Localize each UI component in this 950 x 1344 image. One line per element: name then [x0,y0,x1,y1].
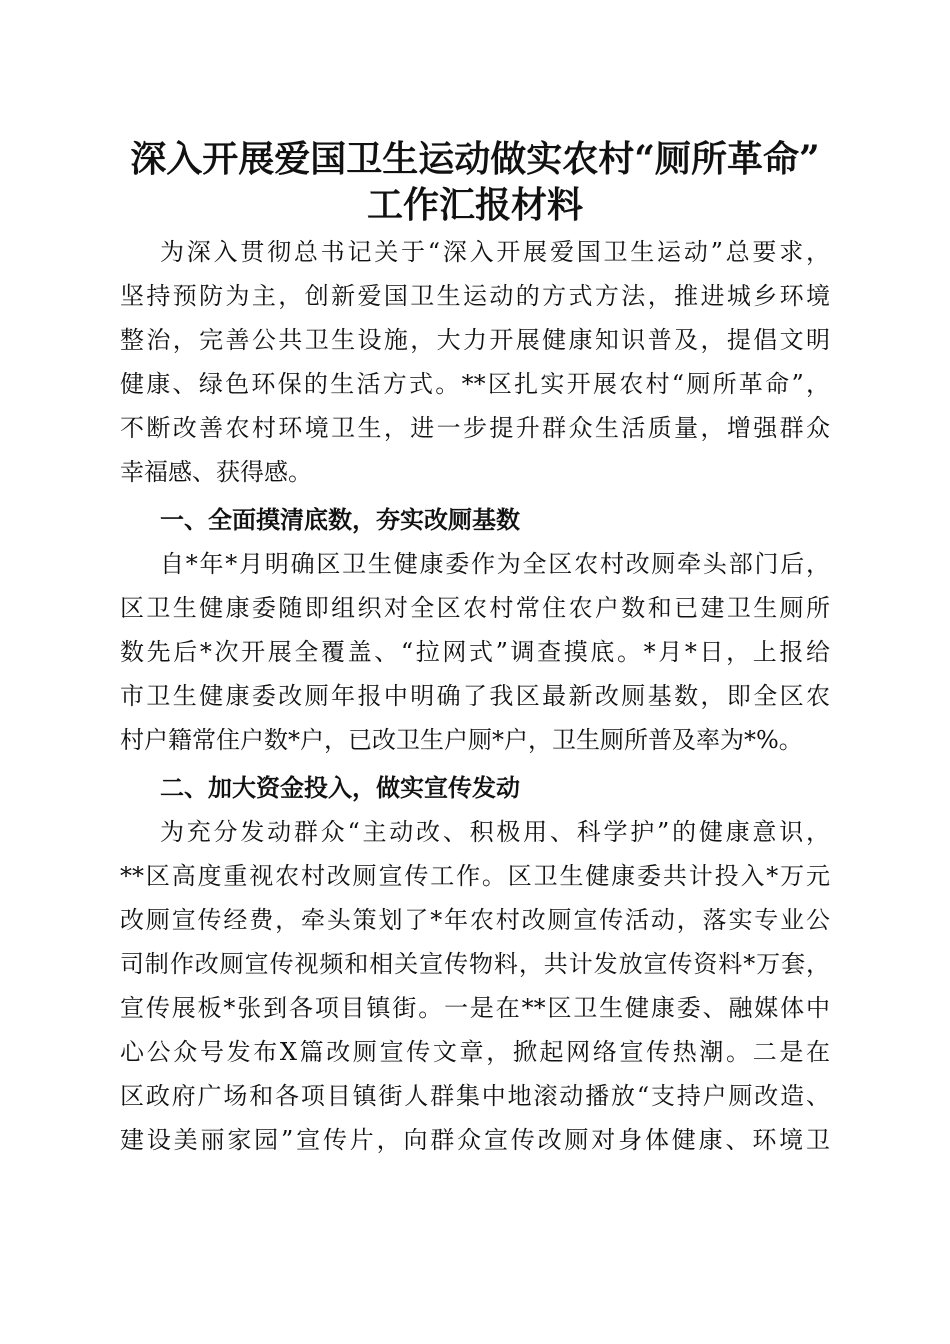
section-1-paragraph [120,542,830,762]
intro-line: 整治，完善公共卫生设施，大力开展健康知识普及，提倡文明 [120,326,830,354]
section-1-line: 区卫生健康委随即组织对全区农村常住农户数和已建卫生厕所 [120,594,830,622]
section-2-line: 宣传展板*张到各项目镇街。一是在**区卫生健康委、融媒体中 [120,994,830,1022]
intro-line: 幸福感、获得感。 [120,458,312,486]
section-2-line: 心公众号发布X篇改厕宣传文章，掀起网络宣传热潮。二是在 [120,1038,830,1066]
document-title-line-2: 工作汇报材料 [366,184,583,226]
section-2-line: 为充分发动群众“主动改、积极用、科学护”的健康意识， [160,818,830,846]
section-2-paragraph [120,810,830,1162]
section-1-line: 自*年*月明确区卫生健康委作为全区农村改厕牵头部门后， [160,550,830,578]
section-1-line: 市卫生健康委改厕年报中明确了我区最新改厕基数，即全区农 [120,682,830,710]
section-1-line: 村户籍常住户数*户，已改卫生户厕*户，卫生厕所普及率为*%。 [120,726,803,754]
intro-line: 不断改善农村环境卫生，进一步提升群众生活质量，增强群众 [120,414,830,442]
section-2-heading: 二、加大资金投入，做实宣传发动 [160,774,520,802]
section-1-heading: 一、全面摸清底数，夯实改厕基数 [160,506,520,534]
document-title-line-1: 深入开展爱国卫生运动做实农村“厕所革命” [130,138,820,180]
section-2-line: 建设美丽家园”宣传片，向群众宣传改厕对身体健康、环境卫 [120,1126,830,1154]
section-2-line: 改厕宣传经费，牵头策划了*年农村改厕宣传活动，落实专业公 [120,906,830,934]
intro-line: 健康、绿色环保的生活方式。**区扎实开展农村“厕所革命”， [120,370,830,398]
section-2-line: 区政府广场和各项目镇街人群集中地滚动播放“支持户厕改造、 [120,1082,830,1110]
intro-line: 坚持预防为主，创新爱国卫生运动的方式方法，推进城乡环境 [120,282,830,310]
intro-line: 为深入贯彻总书记关于“深入开展爱国卫生运动”总要求， [160,238,830,266]
section-2-line: 司制作改厕宣传视频和相关宣传物料，共计发放宣传资料*万套， [120,950,830,978]
section-2-line: **区高度重视农村改厕宣传工作。区卫生健康委共计投入*万元 [120,862,830,890]
section-1-line: 数先后*次开展全覆盖、“拉网式”调查摸底。*月*日，上报给 [120,638,830,666]
intro-paragraph [120,230,830,494]
